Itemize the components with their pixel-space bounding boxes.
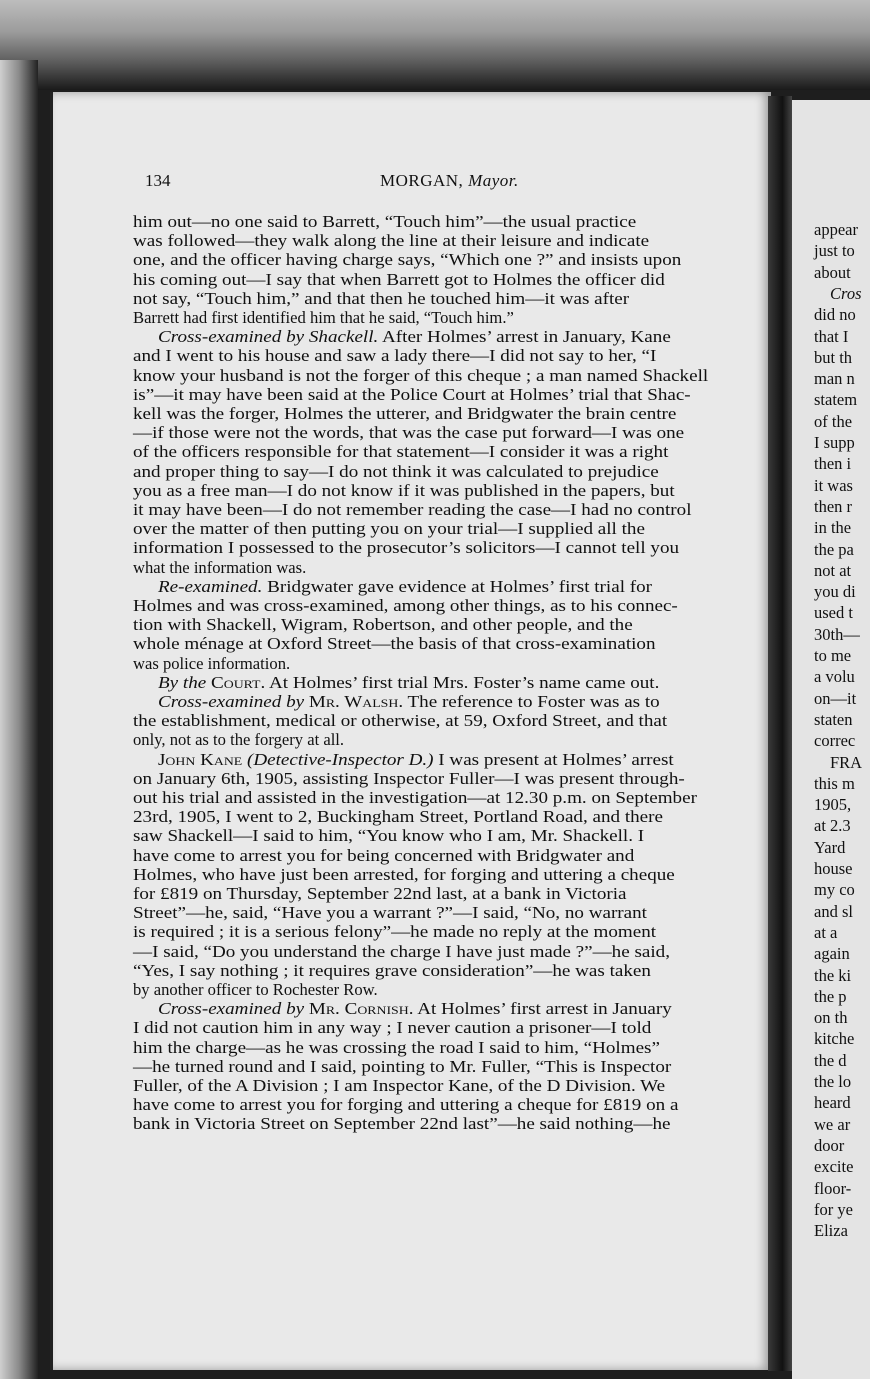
facing-page-line: this m	[814, 773, 855, 793]
facing-page-line: that I	[814, 326, 849, 346]
facing-page-line: for ye	[814, 1199, 853, 1219]
facing-page-line: Yard	[814, 837, 846, 857]
facing-page-line: at a	[814, 922, 838, 942]
text-line: bank in Victoria Street on September 22nd last”—he said nothing—he	[133, 1114, 671, 1134]
facing-page-line: house	[814, 859, 853, 878]
facing-page-line: in the	[814, 518, 852, 538]
facing-page-line: and sl	[814, 901, 853, 921]
text-line: on January 6th, 1905, assisting Inspector Fuller—I was present through-	[133, 768, 685, 788]
text-line: Holmes, who have just been arrested, for forging and uttering a cheque	[133, 864, 675, 884]
text-line: him the charge—as he was crossing the road I said to him, “Holmes”	[133, 1037, 660, 1057]
facing-page-line: used t	[814, 603, 853, 623]
text-line: saw Shackell—I said to him, “You know who I am, Mr. Shackell. I	[133, 826, 645, 846]
facing-page-line: appear	[814, 220, 858, 239]
text-line: Cross-examined by Mr. Walsh. The reference to Foster was as to	[158, 692, 660, 711]
facing-page-line: on th	[814, 1008, 848, 1028]
text-line: him out—no one said to Barrett, “Touch him”—the usual practice	[133, 212, 637, 231]
facing-page-line: FRA	[830, 752, 863, 772]
facing-page-line: excite	[814, 1157, 854, 1177]
text-line: Cross-examined by Mr. Cornish. At Holmes’ first arrest in January	[158, 999, 672, 1019]
text-line: the establishment, medical or otherwise, at 59, Oxford Street, and that	[133, 711, 668, 731]
facing-page-line: Eliza	[814, 1221, 848, 1241]
text-line: what the information was.	[133, 557, 307, 577]
facing-page-line: the pa	[814, 539, 854, 559]
text-line: 23rd, 1905, I went to 2, Buckingham Street, Portland Road, and there	[133, 807, 663, 827]
text-line: and proper thing to say—I do not think it was calculated to prejudice	[133, 461, 659, 481]
text-line: —if those were not the words, that was the case put forward—I was one	[133, 423, 685, 443]
text-line: Street”—he, said, “Have you a warrant ?”—I said, “No, no warrant	[133, 903, 647, 923]
facing-page-line: staten	[814, 709, 853, 729]
text-line: is required ; it is a serious felony”—he made no reply at the moment	[133, 922, 657, 942]
running-head-title: Mayor.	[468, 171, 519, 190]
facing-page-line: the ki	[814, 965, 852, 985]
facing-page-line: kitche	[814, 1029, 855, 1049]
text-line: Holmes and was cross-examined, among other things, as to his connec-	[133, 596, 678, 615]
text-line: it may have been—I do not remember reading the case—I had no control	[133, 500, 692, 519]
text-line: out his trial and assisted in the investigation—at 12.30 p.m. on September	[133, 788, 697, 807]
facing-page-line: a volu	[814, 667, 855, 687]
text-line: know your husband is not the forger of this cheque ; a man named Shackell	[133, 365, 709, 385]
text-line: was followed—they walk along the line at their leisure and indicate	[133, 231, 650, 251]
facing-page-line: did no	[814, 305, 856, 325]
text-line: and I went to his house and saw a lady there—I did not say to her, “I	[133, 346, 657, 366]
facing-page-line: I supp	[814, 433, 855, 452]
text-line: —I said, “Do you understand the charge I have just made ?”—he said,	[133, 941, 670, 961]
text-line: was police information.	[133, 653, 291, 673]
facing-page-line: heard	[814, 1093, 851, 1113]
facing-page-line: at 2.3	[814, 816, 851, 836]
facing-page-line: again	[814, 944, 850, 964]
text-line: whole ménage at Oxford Street—the basis of that cross-examination	[133, 634, 656, 654]
facing-page-line: the p	[814, 986, 847, 1006]
text-line: I did not caution him in any way ; I never caution a prisoner—I told	[133, 1018, 652, 1038]
text-line: Re-examined. Bridgwater gave evidence at Holmes’ first trial for	[158, 576, 653, 596]
text-line: one, and the officer having charge says, “Which one ?” and insists upon	[133, 250, 682, 270]
text-line: only, not as to the forgery at all.	[133, 730, 345, 750]
text-line: of the officers responsible for that statement—I consider it was a right	[133, 442, 669, 462]
running-head	[380, 171, 519, 191]
text-line: by another officer to Rochester Row.	[133, 980, 378, 999]
text-line: John Kane (Detective-Inspector D.) I was present at Holmes’ arrest	[158, 749, 674, 769]
text-line: kell was the forger, Holmes the utterer, and Bridgwater the brain centre	[133, 404, 677, 423]
facing-page-line: but th	[814, 347, 853, 367]
facing-page-line: door	[814, 1135, 845, 1155]
facing-page-line: 30th—	[814, 624, 860, 644]
facing-page-line: of the	[814, 411, 853, 431]
facing-page-line: you di	[814, 582, 856, 602]
text-line: tion with Shackell, Wigram, Robertson, and other people, and the	[133, 615, 633, 635]
facing-page-line: just to	[814, 241, 855, 261]
facing-page-line: not at	[814, 560, 852, 580]
book-gutter	[768, 96, 792, 1371]
facing-page-line: on—it	[814, 688, 857, 708]
text-line: his coming out—I say that when Barrett got to Holmes the officer did	[133, 269, 665, 289]
facing-page-line: then r	[814, 496, 853, 516]
facing-page-line: then i	[814, 454, 852, 474]
text-line: you as a free man—I do not know if it was published in the papers, but	[133, 480, 675, 500]
text-line: —he turned round and I said, pointing to Mr. Fuller, “This is Inspector	[133, 1056, 672, 1076]
facing-page-line: statem	[814, 390, 858, 410]
facing-page-line: 1905,	[814, 795, 852, 815]
facing-page-line: the d	[814, 1050, 847, 1070]
facing-page-line: about	[814, 262, 851, 282]
text-line: is”—it may have been said at the Police Court at Holmes’ trial that Shac-	[133, 384, 691, 404]
text-line: Fuller, of the A Division ; I am Inspector Kane, of the D Division. We	[133, 1076, 666, 1095]
text-line: information I possessed to the prosecutor’s solicitors—I cannot tell you	[133, 538, 680, 558]
facing-page-fragment	[792, 100, 870, 1379]
text-line: have come to arrest you for forging and uttering a cheque for £819 on a	[133, 1095, 679, 1115]
scan-left-edge	[0, 60, 38, 1379]
facing-page-line: man n	[814, 369, 855, 389]
text-line: “Yes, I say nothing ; it requires grave consideration”—he was taken	[133, 960, 651, 980]
facing-page-line: it was	[814, 475, 853, 495]
text-line: Barrett had first identified him that he said, “Touch him.”	[133, 308, 514, 327]
page-number: 134	[145, 171, 171, 190]
text-line: have come to arrest you for being concerned with Bridgwater and	[133, 845, 635, 865]
facing-page-line: my co	[814, 880, 855, 900]
text-line: not say, “Touch him,” and that then he touched him—it was after	[133, 288, 630, 308]
facing-page-line: we ar	[814, 1114, 851, 1134]
facing-page-line: floor-	[814, 1178, 852, 1198]
text-line: By the Court. At Holmes’ first trial Mrs. Foster’s name came out.	[158, 672, 660, 692]
scan-top-margin	[0, 0, 870, 90]
running-head-name: MORGAN,	[380, 171, 469, 190]
facing-page-line: the lo	[814, 1072, 852, 1091]
text-line: for £819 on Thursday, September 22nd last, at a bank in Victoria	[133, 884, 627, 903]
facing-page-line: Cros	[830, 283, 862, 303]
text-line: over the matter of then putting you on your trial—I supplied all the	[133, 519, 645, 539]
facing-page-line: to me	[814, 646, 852, 665]
text-line: Cross-examined by Shackell. After Holmes’ arrest in January, Kane	[158, 327, 671, 347]
facing-page-line: correc	[814, 731, 856, 751]
